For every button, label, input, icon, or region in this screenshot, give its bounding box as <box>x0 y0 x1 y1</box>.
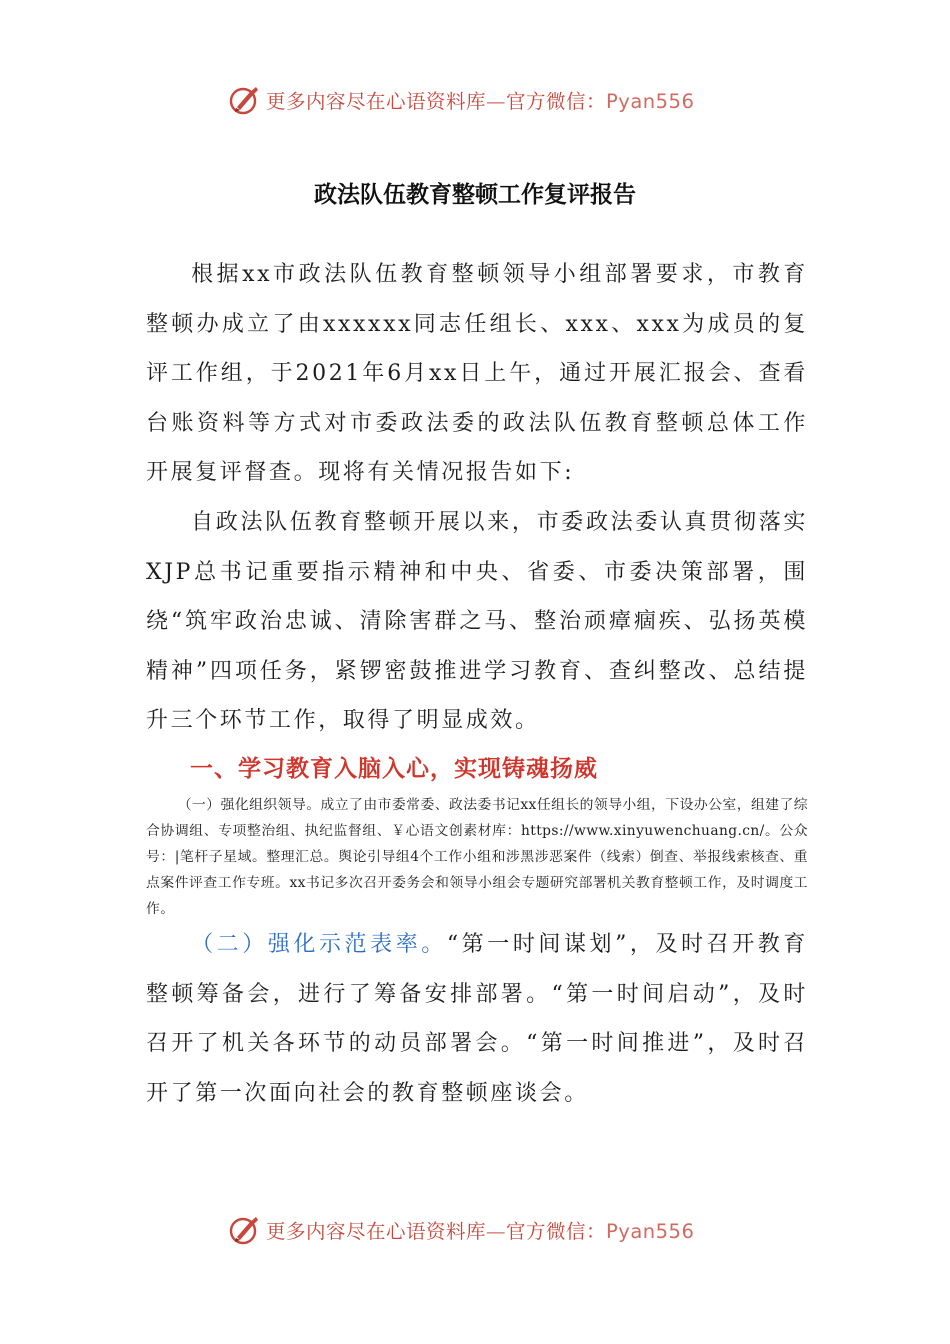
paragraph-exemplary <box>146 920 808 1118</box>
pen-logo-icon <box>228 83 262 117</box>
subheading-2: （二）强化示范表率。 <box>191 932 447 957</box>
paragraph-organization: （一）强化组织领导。成立了由市委常委、政法委书记xx任组长的领导小组，下设办公室，组建了综合协调组、专项整治组、执纪监督组、￥心语文创素材库：https://www.xinyuwenchuang.cn/。公众号：|笔杆子星域。整理汇总。舆论引导组4个工作小组和涉黑涉恶案件（线索）倒查、举报线索核查、重点案件评查工作专班。xx书记多次召开委务会和领导小组会专题研究部署机关教育整顿工作，及时调度工作。 <box>146 797 808 917</box>
pen-logo-icon <box>228 1213 262 1247</box>
banner-text <box>266 1216 694 1244</box>
banner-wechat-id: Pyan556 <box>606 90 695 113</box>
banner-wechat-label: 官方微信： <box>506 1220 607 1243</box>
banner-wechat-label: 官方微信： <box>506 90 607 113</box>
banner-main-text: 更多内容尽在心语资料库 <box>266 1220 487 1243</box>
footer-banner <box>0 1210 950 1250</box>
header-banner <box>0 80 950 120</box>
banner-main-text: 更多内容尽在心语资料库 <box>266 90 487 113</box>
banner-separator: — <box>486 90 507 113</box>
banner-wechat-id: Pyan556 <box>606 1220 695 1243</box>
paragraph-intro: 根据xx市政法队伍教育整顿领导小组部署要求，市教育整顿办成立了由xxxxxx同志任组长、xxx、xxx为成员的复评工作组，于2021年6月xx日上午，通过开展汇报会、查看台账资料等方式对市委政法委的政法队伍教育整顿总体工作开展复评督查。现将有关情况报告如下: <box>146 262 808 486</box>
paragraph-summary: 自政法队伍教育整顿开展以来，市委政法委认真贯彻落实XJP总书记重要指示精神和中央、省委、市委决策部署，围绕“筑牢政治忠诚、清除害群之马、整治顽瘴痼疾、弘扬英模精神”四项任务，紧锣密鼓推进学习教育、查纠整改、总结提升三个环节工作，取得了明显成效。 <box>146 510 808 734</box>
section-heading-1: 一、学习教育入脑入心，实现铸魂扬威 <box>190 756 598 782</box>
paragraph-exemplary-text: “第一时间谋划”，及时召开教育整顿筹备会，进行了筹备安排部署。“第一时间启动”，及时召开了机关各环节的动员部署会。“第一时间推进”，及时召开了第一次面向社会的教育整顿座谈会。 <box>146 932 808 1106</box>
banner-separator: — <box>486 1220 507 1243</box>
document-title: 政法队伍教育整顿工作复评报告 <box>314 181 636 208</box>
banner-text <box>266 86 694 114</box>
